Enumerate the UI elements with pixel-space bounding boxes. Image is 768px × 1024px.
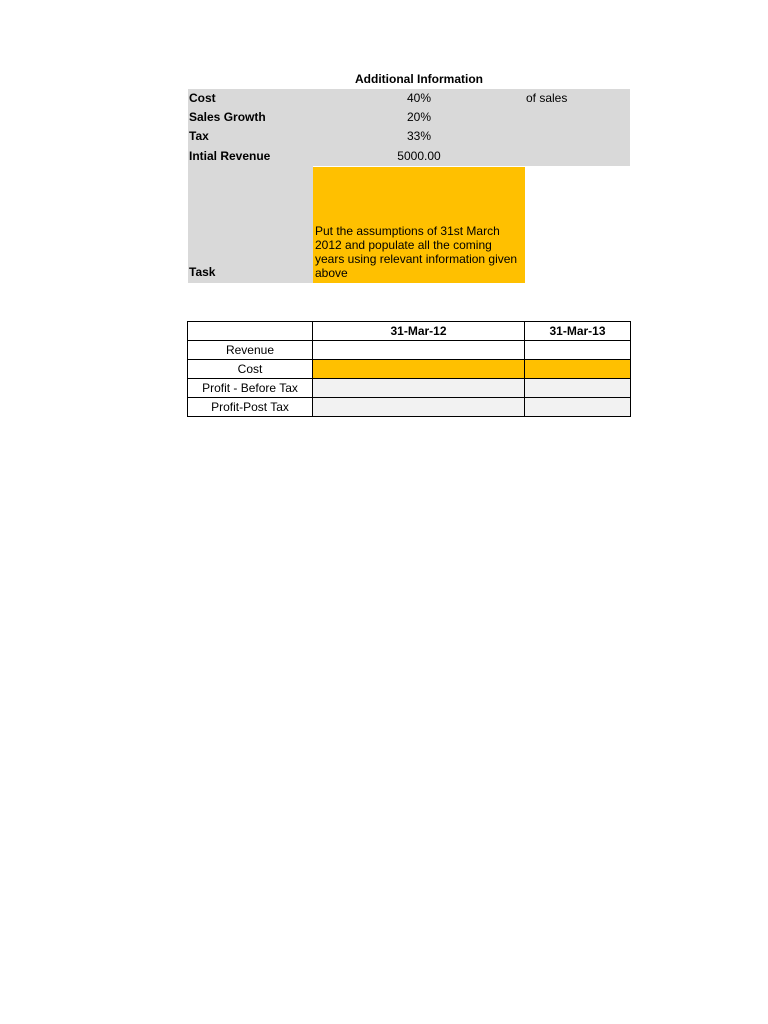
revenue-2012-cell[interactable] — [313, 341, 525, 360]
table-row — [188, 379, 631, 398]
sales-growth-value[interactable]: 20% — [406, 110, 432, 124]
header-cell-31-mar-13[interactable]: 31-Mar-13 — [525, 322, 631, 341]
task-instruction[interactable] — [313, 167, 525, 283]
table-header-row — [188, 322, 631, 341]
profit-before-tax-2012-cell[interactable] — [313, 379, 525, 398]
header-cell-blank[interactable] — [188, 322, 313, 341]
additional-info-title: Additional Information — [355, 72, 483, 86]
profit-before-tax-2013-cell[interactable] — [525, 379, 631, 398]
initial-revenue-value[interactable]: 5000.00 — [397, 149, 441, 163]
table-row — [188, 341, 631, 360]
sales-growth-label[interactable]: Sales Growth — [189, 110, 266, 124]
table-row — [188, 398, 631, 417]
tax-value[interactable]: 33% — [406, 129, 432, 143]
profit-post-tax-2013-cell[interactable] — [525, 398, 631, 417]
tax-label[interactable]: Tax — [189, 129, 209, 143]
row-label-profit-post-tax[interactable]: Profit-Post Tax — [188, 398, 313, 417]
row-label-profit-before-tax[interactable]: Profit - Before Tax — [188, 379, 313, 398]
revenue-2013-cell[interactable] — [525, 341, 631, 360]
profit-post-tax-2012-cell[interactable] — [313, 398, 525, 417]
task-label[interactable]: Task — [189, 265, 216, 279]
table-row — [188, 360, 631, 379]
calculation-table — [187, 321, 631, 417]
task-instruction-text: Put the assumptions of 31st March 2012 and populate all the coming years using relevant information given above — [315, 224, 518, 280]
cost-label[interactable]: Cost — [189, 91, 216, 105]
row-label-revenue[interactable]: Revenue — [188, 341, 313, 360]
cost-2012-cell[interactable] — [313, 360, 525, 379]
cost-value[interactable]: 40% — [406, 91, 432, 105]
header-cell-31-mar-12[interactable]: 31-Mar-12 — [313, 322, 525, 341]
row-label-cost[interactable]: Cost — [188, 360, 313, 379]
initial-revenue-label[interactable]: Intial Revenue — [189, 149, 271, 163]
cost-note[interactable]: of sales — [526, 91, 568, 105]
cost-2013-cell[interactable] — [525, 360, 631, 379]
